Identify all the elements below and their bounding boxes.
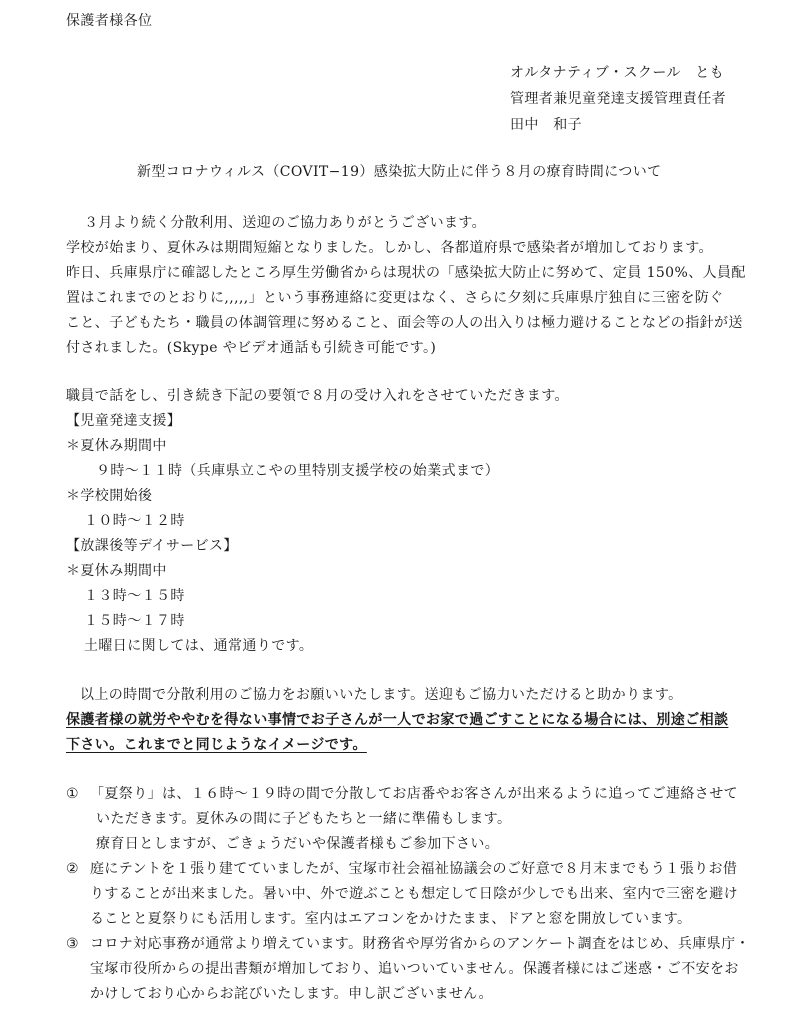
summer-label-2: ＊夏休み期間中 [66,563,167,579]
child-support-header: 【児童発達支援】 [66,413,182,429]
intro-line-1: ３月より続く分散利用、送迎のご協力ありがとうございます。 [84,215,487,231]
item-3-line-1: コロナ対応事務が通常より増えています。財務省や厚労省からのアンケート調査をはじめ、兵庫県庁・ [90,936,750,952]
after-school-header: 【放課後等デイサービス】 [66,538,238,554]
sender-org: オルタナティブ・スクール とも [510,65,725,81]
school-time: １０時〜１２時 [84,513,185,529]
intro-line-5: こと、子どもたち・職員の体調管理に努めること、面会等の人の出入りは極力避けることなどの指針が送 [66,315,743,331]
intro-line-3: 昨日、兵庫県庁に確認したところ厚生労働省からは現状の「感染拡大防止に努めて、定員 150%、人員配 [66,265,746,281]
item-3-line-3: かけしており心からお詫びいたします。申し訳ございません。 [90,986,493,1002]
item-1-line-3: 療育日としますが、ごきょうだいや保護者様もご参加下さい。 [96,836,500,852]
summer-label: ＊夏休み期間中 [66,438,167,454]
intro-line-6: 付されました。(Skype やビデオ通話も引続き可能です。) [66,340,437,356]
summer-time: ９時〜１１時（兵庫県立こやの里特別支援学校の始業式まで） [96,463,500,479]
item-3-line-2: 宝塚市役所からの提出書類が増加しており、追いついていません。保護者様にはご迷惑・ご不安をお [90,961,739,977]
item-2-line-1: 庭にテントを１張り建てていましたが、宝塚市社会福祉協議会のご好意で８月末までもう１張りお借 [90,861,738,877]
item-marker-3: ③ [66,936,79,952]
item-1-line-2: いただきます。夏休みの間に子どもたちと一緒に準備もします。 [96,811,512,827]
intro-line-4: 置はこれまでのとおりに,,,,,」という事務連絡に変更はなく、さらに夕刻に兵庫県庁独自に三密を防ぐ [66,290,724,306]
item-2-line-3: ることと夏祭りにも活用します。室内はエアコンをかけたまま、ドアと窓を開放しています。 [90,911,692,927]
slot-2: １５時〜１７時 [84,613,185,629]
sender-role: 管理者兼児童発達支援管理責任者 [510,91,726,107]
schedule-lead: 職員で話をし、引き続き下記の要領で８月の受け入れをさせていただきます。 [66,388,569,404]
slot-1: １３時〜１５時 [84,588,185,604]
sender-name: 田中 和子 [510,117,582,133]
saturday-note: 土曜日に関しては、通常通りです。 [84,638,314,654]
notice-line-1: 保護者様の就労ややむを得ない事情でお子さんが一人でお家で過ごすことになる場合には、別途ご相談 [66,712,729,728]
item-1-line-1: 「夏祭り」は、１６時〜１９時の間で分散してお店番やお客さんが出来るように追ってご連絡させて [90,786,738,802]
item-2-line-2: りすることが出来ました。暑い中、外で遊ぶことも想定して日陰が少しでも出来、室内で三密を避け [90,886,738,902]
closing-line: 以上の時間で分散利用のご協力をお願いいたします。送迎もご協力いただけると助かります。 [80,687,683,703]
item-marker-2: ② [66,861,79,877]
intro-line-2: 学校が始まり、夏休みは期間短縮となりました。しかし、各都道府県で感染者が増加しております。 [66,240,713,256]
notice-line-2: 下さい。これまでと同じようなイメージです。 [66,737,367,753]
school-label: ＊学校開始後 [66,488,153,504]
addressee: 保護者様各位 [66,13,153,29]
document-title: 新型コロナウィルス（COVIT−19）感染拡大防止に伴う８月の療育時間について [137,164,662,180]
item-marker-1: ① [66,786,79,802]
